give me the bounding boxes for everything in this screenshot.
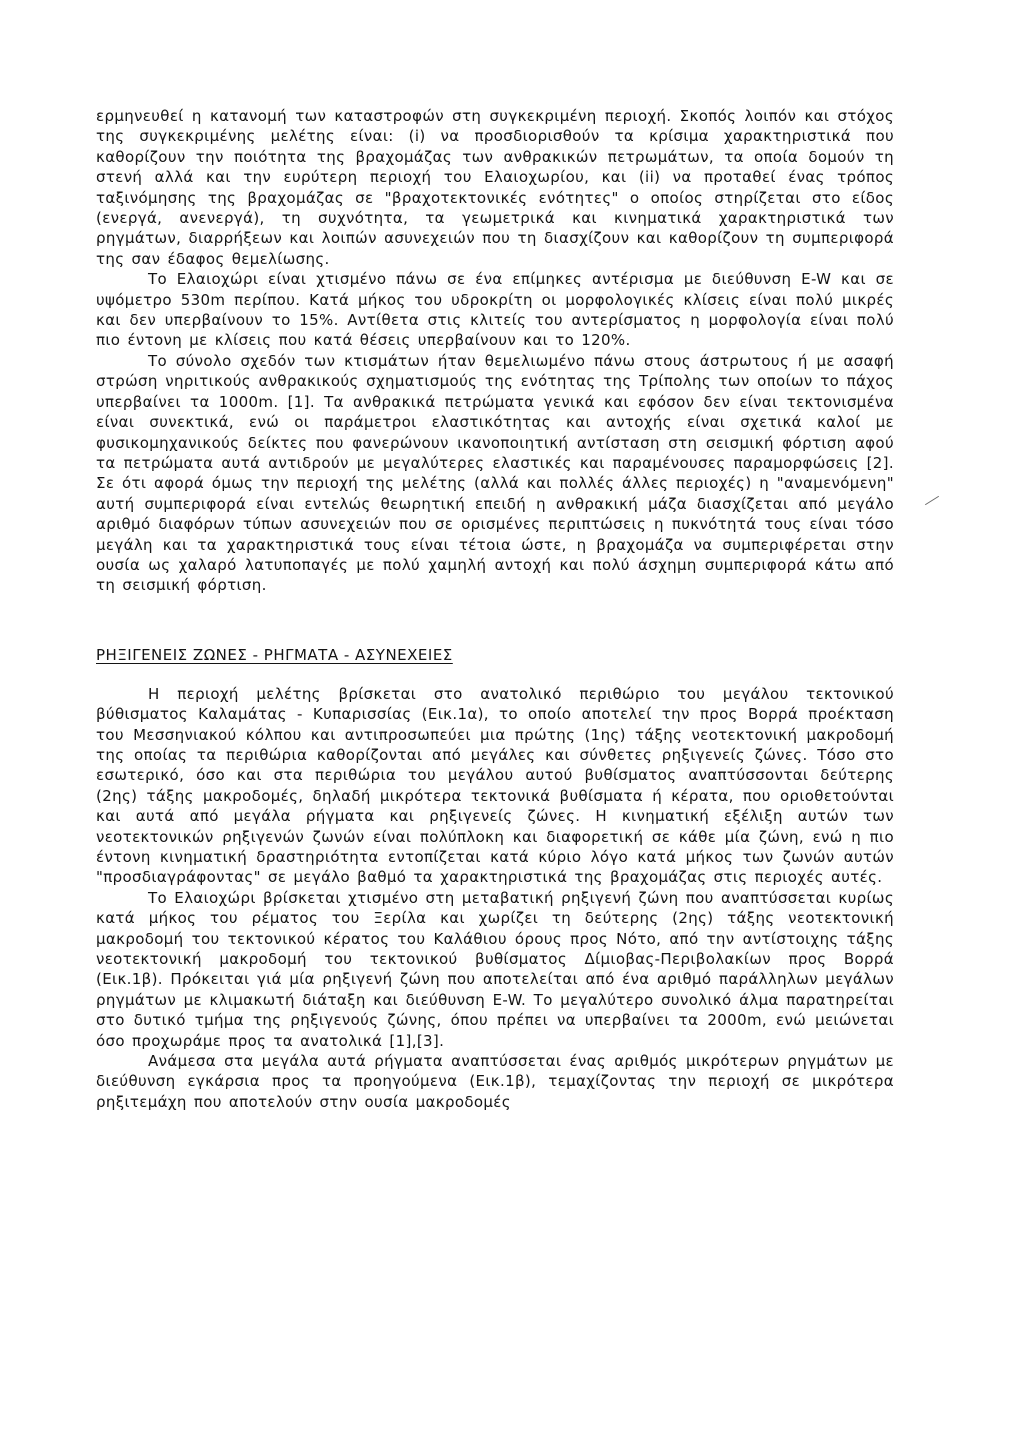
paragraph-smaller-faults: Ανάμεσα στα μεγάλα αυτά ρήγματα αναπτύσσεται ένας αριθμός μικρότερων ρηγμάτων με διεύθυνση εγκάρσια προς τα προηγούμενα (Εικ.1β), τεμαχίζοντας την περιοχή σε μικρότερα ρηξιτεμάχη που αποτελούν στην ουσία μακροδομές (96, 1052, 894, 1111)
section-heading: ΡΗΞΙΓΕΝΕΙΣ ΖΩΝΕΣ - ΡΗΓΜΑΤΑ - ΑΣΥΝΕΧΕΙΕΣ (96, 645, 453, 664)
margin-pen-mark (925, 496, 939, 505)
paragraph-foundation-rocks: Το σύνολο σχεδόν των κτισμάτων ήταν θεμελιωμένο πάνω στους άστρωτους ή με ασαφή στρώση νηριτικούς ανθρακικούς σχηματισμούς της ενότητας της Τρίπολης των οποίων το πάχος υπερβαίνει τα 1000m. [1]. Τα ανθρακικά πετρώματα γενικά και εφόσον δεν είναι τεκτονισμένα είναι συνεκτικά, ενώ οι παράμετροι ελαστικότητας και αντοχής είναι σχετικά καλοί με φυσικομηχανικούς δείκτες που φανερώνουν ικανοποιητική αντίσταση στη σεισμική φόρτιση αφού τα πετρώματα αυτά αντιδρούν με μεγαλύτερες ελαστικές και παραμένουσες παραμορφώσεις [2]. Σε ότι αφορά όμως την περιοχή της μελέτης (αλλά και πολλές άλλες περιοχές) η "αναμενόμενη" αυτή συμπεριφορά είναι εντελώς θεωρητική επειδή η ανθρακική μάζα διασχίζεται από μεγάλο αριθμό διαφόρων τύπων ασυνεχειών που σε ορισμένες περιπτώσεις η πυκνότητά τους είναι τόσο μεγάλη και τα χαρακτηριστικά τους είναι τέτοια ώστε, η βραχομάζα να συμπεριφέρεται στην ουσία ως χαλαρό λατυποπαγές με πολύ χαμηλή αντοχή και πολύ άσχημη συμπεριφορά κάτω από τη σεισμική φόρτιση. (96, 351, 894, 595)
document-page (96, 106, 894, 1112)
paragraph-scope: ερμηνευθεί η κατανομή των καταστροφών στη συγκεκριμένη περιοχή. Σκοπός λοιπόν και στόχος της συγκεκριμένης μελέτης είναι: (i) να προσδιορισθούν τα κρίσιμα χαρακτηριστικά που καθορίζουν την ποιότητα της βραχομάζας των ανθρακικών πετρωμάτων, τα οποία δομούν τη στενή αλλά και την ευρύτερη περιοχή του Ελαιοχωρίου, και (ii) να προταθεί ένας τρόπος ταξινόμησης της βραχομάζας σε "βραχοτεκτονικές ενότητες" ο οποίος στηρίζεται στο είδος (ενεργά, ανενεργά), τη συχνότητα, τα γεωμετρικά και κινηματικά χαρακτηριστικά των ρηγμάτων, διαρρήξεων και λοιπών ασυνεχειών που τη διασχίζουν και καθορίζουν τη συμπεριφορά της σαν έδαφος θεμελίωσης. (96, 107, 894, 268)
paragraph-study-area-location: Η περιοχή μελέτης βρίσκεται στο ανατολικό περιθώριο του μεγάλου τεκτονικού βύθισματος Καλαμάτας - Κυπαρισσίας (Εικ.1α), το οποίο αποτελεί την προς Βορρά προέκταση του Μεσσηνιακού κόλπου και αντιπροσωπεύει μια πρώτης (1ης) τάξης νεοτεκτονική μακροδομή της οποίας τα περιθώρια καθορίζονται από μεγάλες και σύνθετες ρηξιγενείς ζώνες. Τόσο στο εσωτερικό, όσο και στα περιθώρια του μεγάλου αυτού βυθίσματος αναπτύσσονται δεύτερης (2ης) τάξης μακροδομές, δηλαδή μικρότερα τεκτονικά βυθίσματα ή κέρατα, που οριοθετούνται και αυτά από μεγάλα ρήγματα και ρηξιγενείς ζώνες. Η κινηματική εξέλιξη αυτών των νεοτεκτονικών ρηξιγενών ζωνών είναι πολύπλοκη και διαφορετική σε κάθε μία ζώνη, ενώ η πιο έντονη κινηματική δραστηριότητα εντοπίζεται κατά κύριο λόγο κατά μήκος των ζωνών αυτών "προσδιαγράφοντας" σε μεγάλο βαθμό τα χαρακτηριστικά της βραχομάζας στις περιοχές αυτές. (96, 684, 894, 887)
paragraph-elaiochori-topography: Το Ελαιοχώρι είναι χτισμένο πάνω σε ένα επίμηκες αντέρισμα με διεύθυνση E-W και σε υψόμετρο 530m περίπου. Κατά μήκος του υδροκρίτη οι μορφολογικές κλίσεις είναι πολύ μικρές και δεν υπερβαίνουν το 15%. Αντίθετα στις κλιτείς του αντερίσματος η μορφολογία είναι πολύ πιο έντονη με κλίσεις που κατά θέσεις υπερβαίνουν και το 120%. (96, 270, 894, 350)
paragraph-transition-fault-zone: Το Ελαιοχώρι βρίσκεται χτισμένο στη μεταβατική ρηξιγενή ζώνη που αναπτύσσεται κυρίως κατά μήκος του ρέματος του Ξερίλα και χωρίζει τη δεύτερης (2ης) τάξης νεοτεκτονική μακροδομή του τεκτονικού κέρατος του Καλάθιου όρους προς Νότο, από την αντίστοιχης τάξης νεοτεκτονική μακροδομή του τεκτονικού βυθίσματος Δίμιοβας-Περιβολακίων προς Βορρά (Εικ.1β). Πρόκειται γιά μία ρηξιγενή ζώνη που αποτελείται από ένα αριθμό παράλληλων μεγάλων ρηγμάτων με κλιμακωτή διάταξη και διεύθυνση E-W. Το μεγαλύτερο συνολικό άλμα παρατηρείται στο δυτικό τμήμα της ρηξιγενούς ζώνης, όπου πρέπει να υπερβαίνει τα 2000m, ενώ μειώνεται όσο προχωράμε προς τα ανατολικά [1],[3]. (96, 888, 894, 1050)
